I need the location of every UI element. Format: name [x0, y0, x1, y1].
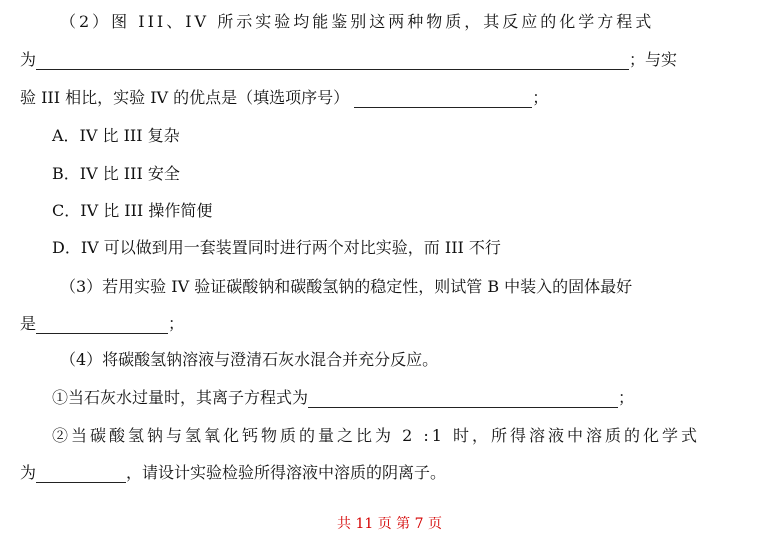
question-3-line-2	[20, 314, 184, 334]
answer-blank-equation[interactable]	[36, 53, 629, 70]
answer-blank-solid[interactable]	[36, 317, 168, 334]
question-2-line-3-prefix: 验 III 相比，实验 IV 的优点是（填选项序号）	[20, 88, 350, 107]
question-2-line-2	[20, 50, 677, 70]
option-a: A．IV 比 III 复杂	[52, 126, 180, 145]
question-4-sub-2-line-2	[20, 463, 446, 483]
option-c: C．IV 比 III 操作简便	[52, 201, 213, 220]
answer-blank-ionic-equation[interactable]	[308, 391, 618, 408]
question-4-sub-2-line-2-suffix: ，请设计实验检验所得溶液中溶质的阴离子。	[126, 463, 447, 482]
answer-blank-solute-formula[interactable]	[36, 466, 126, 483]
question-3-line-2-prefix: 是	[20, 314, 37, 333]
answer-blank-option[interactable]	[354, 91, 532, 108]
question-4-sub-2-line-2-prefix: 为	[20, 463, 37, 482]
question-4-intro: （4）将碳酸氢钠溶液与澄清石灰水混合并充分反应。	[60, 350, 439, 369]
question-4-sub-2-line-1: ②当碳酸氢钠与氢氧化钙物质的量之比为 2 :1 时，所得溶液中溶质的化学式	[52, 426, 701, 445]
option-d: D．IV 可以做到用一套装置同时进行两个对比实验，而 III 不行	[52, 238, 501, 257]
question-2-line-3	[20, 88, 548, 108]
question-2-line-2-suffix: ；与实	[629, 50, 678, 69]
question-2-line-2-prefix: 为	[20, 50, 37, 69]
option-b: B．IV 比 III 安全	[52, 164, 180, 183]
question-4-sub-1	[52, 388, 634, 408]
question-2-line-3-suffix: ；	[532, 88, 549, 107]
question-4-sub-1-suffix: ；	[618, 388, 635, 407]
page-footer: 共 11 页 第 7 页	[337, 516, 442, 532]
question-3-line-1: （3）若用实验 IV 验证碳酸钠和碳酸氢钠的稳定性，则试管 B 中装入的固体最好	[60, 277, 633, 296]
question-4-sub-1-prefix: ①当石灰水过量时，其离子方程式为	[52, 388, 309, 407]
question-3-line-2-suffix: ；	[168, 314, 185, 333]
question-2-line-1: （2）图 III、IV 所示实验均能鉴别这两种物质，其反应的化学方程式	[60, 12, 655, 31]
